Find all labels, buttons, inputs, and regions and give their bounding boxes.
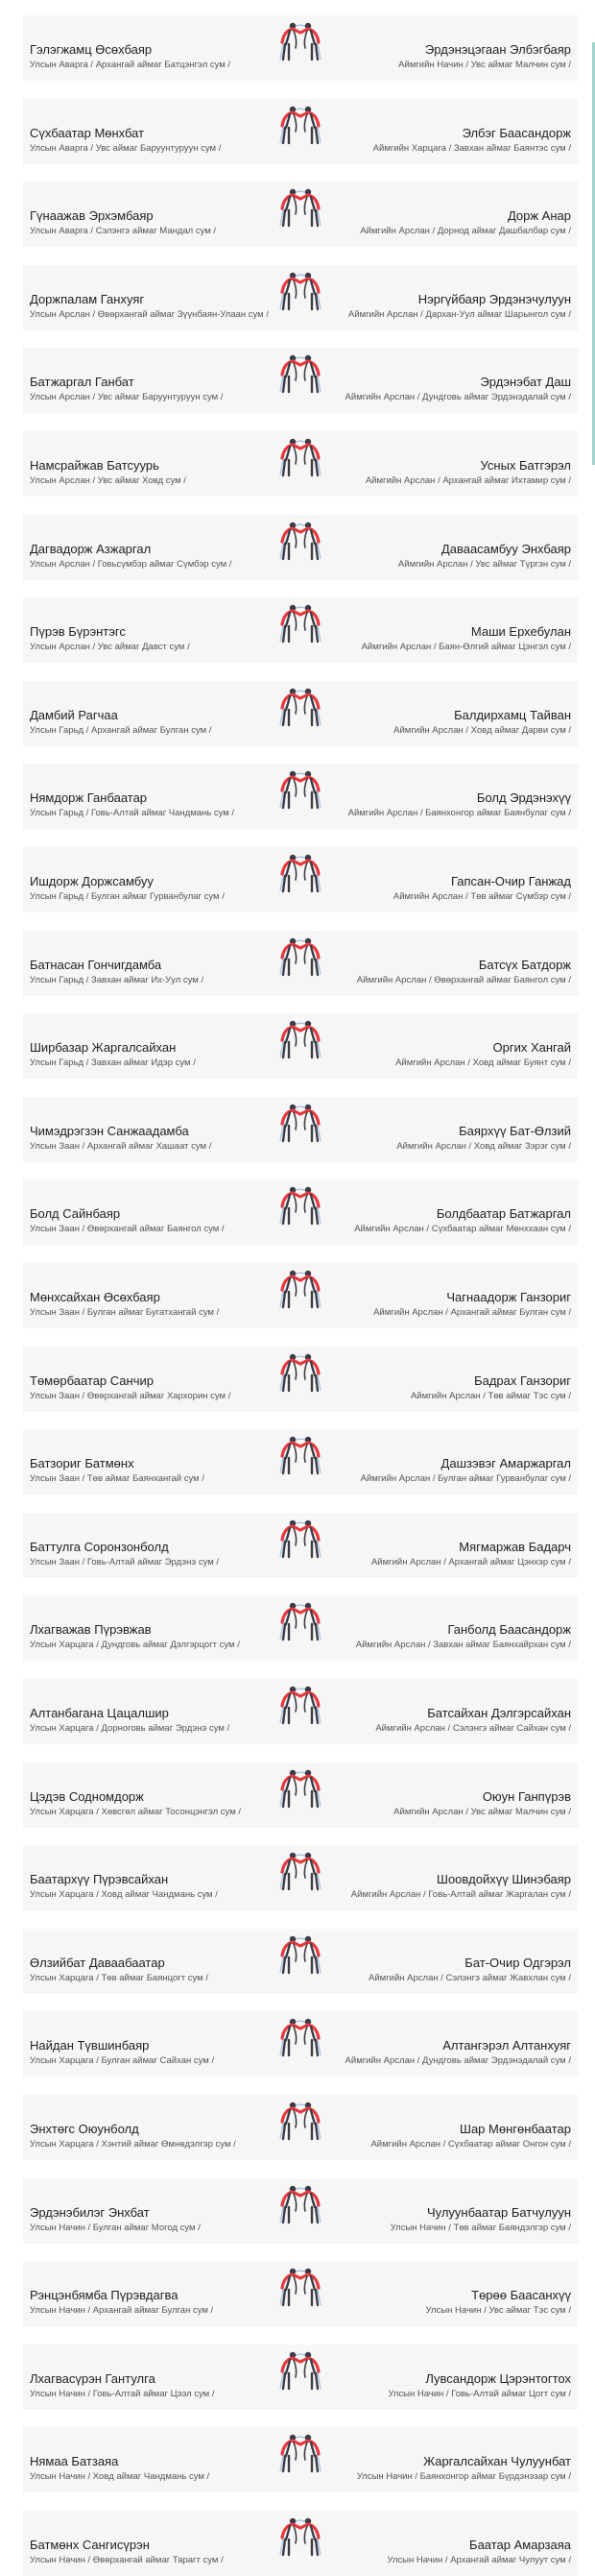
left-wrestler-name: Баттулга Соронзонболд (30, 1539, 169, 1554)
right-wrestler-info: Аймгийн Арслан / Баянхонгор аймаг Баянбулаг сум / (347, 808, 571, 819)
wrestlers-icon (276, 599, 324, 644)
right-wrestler[interactable] (321, 2038, 571, 2067)
right-wrestler-name: Төрөө Баасанхүү (471, 2288, 571, 2303)
left-wrestler[interactable] (30, 1290, 279, 1319)
left-wrestler-info: Улсын Заан / Өвөрхангай аймаг Баянгол сум / (30, 1224, 225, 1235)
left-wrestler-name: Баатархүү Пүрэвсайхан (30, 1872, 169, 1887)
right-wrestler[interactable] (321, 1456, 571, 1485)
wrestlers-icon (276, 1265, 324, 1309)
right-wrestler-name: Элбэг Баасандорж (462, 125, 571, 140)
left-wrestler-name: Рэнцэнбямба Пүрэвдагва (30, 2288, 178, 2303)
right-wrestler-info: Аймгийн Арслан / Сүхбаатар аймаг Онгон сум / (370, 2139, 571, 2150)
left-wrestler-name: Доржпалам Ганхуяг (30, 291, 145, 306)
left-wrestler[interactable] (30, 958, 279, 986)
right-wrestler[interactable] (321, 1956, 571, 1984)
left-wrestler-info: Улсын Начин / Архангай аймаг Булган сум / (30, 2305, 214, 2317)
left-wrestler[interactable] (30, 2122, 279, 2151)
match-row-23[interactable] (23, 1845, 578, 1910)
left-wrestler-info: Улсын Харцага / Дундговь аймаг Дэлгэрцогт сум / (30, 1640, 240, 1651)
left-wrestler-info: Улсын Начин / Өвөрхангай аймаг Тарагт сум / (30, 2555, 224, 2565)
left-wrestler[interactable] (30, 375, 279, 403)
left-wrestler[interactable] (30, 1124, 279, 1153)
left-wrestler-info: Улсын Начин / Говь-Алтай аймаг Цээл сум / (30, 2388, 215, 2399)
left-wrestler-info: Улсын Гарьд / Завхан аймаг Идэр сум / (30, 1057, 196, 1069)
left-wrestler[interactable] (30, 790, 279, 819)
right-wrestler-info: Улсын Начин / Говь-Алтай аймаг Цогт сум / (388, 2388, 571, 2399)
wrestlers-icon (276, 1515, 324, 1559)
wrestlers-icon (276, 350, 324, 394)
match-row-19[interactable] (23, 1513, 578, 1578)
left-wrestler-name: Лхагвасүрэн Гантулга (30, 2370, 155, 2386)
wrestlers-icon (276, 1015, 324, 1059)
match-row-10[interactable] (23, 764, 578, 829)
wrestlers-icon (276, 1764, 324, 1809)
wrestlers-icon (276, 1597, 324, 1641)
match-row-29[interactable] (23, 2345, 578, 2410)
right-wrestler-name: Балдирхамц Тайван (454, 707, 571, 722)
right-wrestler-info: Аймгийн Арслан / Төв аймаг Сүмбэр сум / (393, 891, 571, 902)
right-wrestler-info: Улсын Начин / Увс аймаг Тэс сум / (425, 2305, 571, 2317)
match-row-3[interactable] (23, 182, 578, 247)
right-wrestler-info: Аймгийн Арслан / Сэлэнгэ аймаг Сайхан сум / (375, 1723, 571, 1734)
wrestlers-icon (276, 766, 324, 810)
left-wrestler-info: Улсын Арслан / Увс аймаг Баруунтуруун сум / (30, 392, 224, 403)
left-wrestler[interactable] (30, 2454, 279, 2483)
left-wrestler-info: Улсын Арслан / Өвөрхангай аймаг Зүүнбаян-Улаан сум / (30, 308, 269, 320)
wrestlers-icon (276, 183, 324, 228)
wrestlers-icon (276, 2180, 324, 2224)
right-wrestler[interactable] (321, 1622, 571, 1651)
right-wrestler-name: Оюун Ганпүрэв (482, 1788, 571, 1804)
right-wrestler[interactable] (321, 790, 571, 819)
right-wrestler-name: Гапсан-Очир Ганжад (450, 874, 571, 888)
right-wrestler-info: Аймгийн Арслан / Өвөрхангай аймаг Баянгол сум / (356, 974, 571, 985)
right-wrestler-info: Улсын Начин / Баянхонгор аймаг Бүрдэнэзар сум / (356, 2471, 571, 2483)
match-row-24[interactable] (23, 1929, 578, 1994)
right-wrestler-name: Эрдэнэцэгаан Элбэгбаяр (424, 42, 571, 57)
left-wrestler-info: Улсын Гарьд / Архангай аймаг Булган сум / (30, 724, 212, 736)
left-wrestler-name: Өлзийбат Даваабаатар (30, 1955, 165, 1970)
wrestlers-icon (276, 1681, 324, 1725)
right-wrestler-info: Аймгийн Арслан / Дархан-Уул аймаг Шарынгол сум / (347, 308, 571, 320)
left-wrestler[interactable] (30, 126, 279, 155)
right-wrestler-name: Шоовдойхүү Шинэбаяр (437, 1872, 571, 1887)
left-wrestler[interactable] (30, 208, 279, 237)
wrestlers-icon (276, 1931, 324, 1975)
wrestlers-icon (276, 1431, 324, 1475)
right-wrestler[interactable] (321, 708, 571, 737)
left-wrestler[interactable] (30, 1456, 279, 1485)
left-wrestler-name: Цэдэв Содномдорж (30, 1788, 144, 1804)
right-wrestler-info: Аймгийн Арслан / Архангай аймаг Цэнхэр сум / (370, 1556, 571, 1567)
wrestlers-icon (276, 433, 324, 477)
right-wrestler[interactable] (321, 1124, 571, 1153)
left-wrestler[interactable] (30, 292, 279, 321)
left-wrestler[interactable] (30, 624, 279, 653)
right-wrestler-info: Аймгийн Арслан / Увс аймаг Түргэн сум / (397, 558, 571, 570)
match-row-9[interactable] (23, 681, 578, 746)
left-wrestler-name: Энхтөгс Оюунболд (30, 2122, 139, 2136)
right-wrestler-info: Улсын Начин / Төв аймаг Баяндэлгэр сум / (390, 2222, 571, 2233)
right-wrestler-name: Маши Ерхебулан (470, 624, 571, 640)
left-wrestler-info: Улсын Арслан / Увс аймаг Ховд сум / (30, 475, 186, 486)
right-wrestler-name: Ганболд Баасандорж (447, 1622, 571, 1638)
right-wrestler-name: Усных Батгэрэл (480, 458, 571, 473)
right-wrestler-info: Аймгийн Арслан / Дундговь аймаг Эрдэнэдалай сум / (345, 2055, 571, 2067)
right-wrestler[interactable] (321, 958, 571, 986)
right-wrestler-info: Аймгийн Арслан / Ховд аймаг Зэрэг сум / (396, 1140, 571, 1152)
wrestlers-icon (276, 2013, 324, 2057)
match-row-6[interactable] (23, 431, 578, 497)
right-wrestler-info: Аймгийн Арслан / Архангай аймаг Ихтамир сум / (365, 475, 571, 486)
wrestlers-icon (276, 1349, 324, 1393)
match-row-5[interactable] (23, 348, 578, 413)
right-wrestler[interactable] (321, 458, 571, 487)
wrestlers-icon (276, 1099, 324, 1143)
right-wrestler-name: Лувсандорж Цэрэнтогтох (425, 2370, 571, 2386)
left-wrestler-info: Улсын Аварга / Увс аймаг Баруунтуруун сум / (30, 142, 222, 154)
right-wrestler-info: Аймгийн Арслан / Ховд аймаг Буянт сум / (395, 1057, 571, 1069)
right-wrestler[interactable] (321, 1706, 571, 1735)
right-wrestler-info: Аймгийн Харцага / Завхан аймаг Баянтэс сум / (372, 142, 571, 154)
right-wrestler-info: Аймгийн Арслан / Төв аймаг Тэс сум / (410, 1390, 571, 1401)
match-row-8[interactable] (23, 597, 578, 663)
right-wrestler-name: Батсүх Батдорж (478, 957, 571, 972)
right-wrestler[interactable] (321, 208, 571, 237)
left-wrestler-name: Намсрайжав Батсуурь (30, 458, 159, 473)
right-wrestler-info: Аймгийн Арслан / Сэлэнгэ аймаг Жавхлан сум / (369, 1972, 571, 1983)
left-wrestler-name: Ширбазар Жаргалсайхан (30, 1040, 177, 1056)
right-wrestler[interactable] (321, 1373, 571, 1402)
right-wrestler-name: Эрдэнэбат Даш (480, 375, 571, 390)
wrestlers-icon (276, 2429, 324, 2473)
right-wrestler-info: Аймгийн Арслан / Архангай аймаг Булган сум / (373, 1307, 571, 1318)
match-row-1[interactable] (23, 15, 578, 81)
right-wrestler-name: Батсайхан Дэлгэрсайхан (427, 1706, 571, 1720)
left-wrestler-info: Улсын Харцага / Хэнтий аймаг Өмнөдэлгэр сум / (30, 2139, 236, 2150)
left-wrestler-name: Сүхбаатар Мөнхбат (30, 125, 145, 140)
left-wrestler-info: Улсын Заан / Говь-Алтай аймаг Эрдэнэ сум / (30, 1556, 220, 1567)
left-wrestler-name: Гэлэгжамц Өсөхбаяр (30, 42, 153, 57)
right-wrestler[interactable] (321, 2288, 571, 2317)
left-wrestler-name: Мөнхсайхан Өсөхбаяр (30, 1290, 160, 1304)
right-wrestler[interactable] (321, 874, 571, 903)
left-wrestler-name: Чимэдрэгзэн Санжаадамба (30, 1123, 189, 1138)
left-wrestler[interactable] (30, 458, 279, 487)
left-wrestler-name: Эрдэнэбилэг Энхбат (30, 2204, 150, 2220)
left-wrestler-name: Алтанбагана Цацалшир (30, 1706, 169, 1720)
right-wrestler[interactable] (321, 2538, 571, 2566)
left-wrestler-name: Батнасан Гончигдамба (30, 957, 162, 972)
left-wrestler[interactable] (30, 2288, 279, 2317)
right-wrestler[interactable] (321, 2122, 571, 2151)
match-row-18[interactable] (23, 1429, 578, 1495)
right-wrestler[interactable] (321, 1540, 571, 1568)
left-wrestler[interactable] (30, 1956, 279, 1984)
right-wrestler-name: Бат-Очир Одгэрэл (464, 1955, 571, 1970)
wrestlers-icon (276, 2263, 324, 2307)
left-wrestler-name: Төмөрбаатар Санчир (30, 1373, 154, 1388)
left-wrestler-name: Лхагважав Пүрэвжав (30, 1622, 152, 1638)
right-wrestler[interactable] (321, 2371, 571, 2400)
left-wrestler-name: Батзориг Батмөнх (30, 1456, 134, 1471)
right-wrestler-name: Бадрах Ганзориг (474, 1373, 571, 1388)
match-row-20[interactable] (23, 1595, 578, 1661)
left-wrestler[interactable] (30, 1706, 279, 1735)
match-row-21[interactable] (23, 1679, 578, 1744)
left-wrestler[interactable] (30, 1789, 279, 1818)
right-wrestler-name: Чулуунбаатар Батчулуун (426, 2204, 571, 2220)
left-wrestler[interactable] (30, 708, 279, 737)
left-wrestler-name: Гүнаажав Эрхэмбаяр (30, 208, 154, 224)
right-wrestler[interactable] (321, 1789, 571, 1818)
wrestlers-icon (276, 1181, 324, 1226)
right-wrestler-name: Шар Мөнгөнбаатар (460, 2122, 571, 2136)
left-wrestler-info: Улсын Заан / Өвөрхангай аймаг Хархорин сум / (30, 1390, 231, 1401)
left-wrestler-info: Улсын Харцага / Булган аймаг Сайхан сум / (30, 2055, 215, 2067)
wrestlers-icon (276, 683, 324, 727)
left-wrestler[interactable] (30, 1373, 279, 1402)
left-wrestler-name: Болд Сайнбаяр (30, 1206, 121, 1222)
right-wrestler-name: Мягмаржав Бадарч (459, 1539, 571, 1554)
wrestlers-icon (276, 517, 324, 561)
right-wrestler[interactable] (321, 1206, 571, 1235)
wrestlers-icon (276, 2346, 324, 2391)
left-wrestler-name: Батмөнх Сангисүрэн (30, 2538, 150, 2552)
right-wrestler-info: Аймгийн Арслан / Говь-Алтай аймаг Жаргалан сум / (350, 1889, 571, 1901)
right-wrestler-name: Оргих Хангай (492, 1040, 571, 1056)
left-wrestler-name: Батжаргал Ганбат (30, 375, 134, 390)
left-wrestler-info: Улсын Арслан / Говьсүмбэр аймаг Сүмбэр сум / (30, 558, 232, 570)
right-wrestler[interactable] (321, 1872, 571, 1901)
left-wrestler-info: Улсын Харцага / Төв аймаг Баянцогт сум / (30, 1972, 208, 1983)
right-wrestler-name: Нэргүйбаяр Эрдэнэчулуун (417, 291, 571, 306)
left-wrestler-name: Найдан Түвшинбаяр (30, 2038, 150, 2054)
right-wrestler-info: Аймгийн Начин / Увс аймаг Малчин сум / (398, 60, 571, 70)
left-wrestler-info: Улсын Заан / Булган аймаг Бугатхангай сум / (30, 1307, 220, 1318)
left-wrestler-info: Улсын Гарьд / Завхан аймаг Их-Уул сум / (30, 974, 204, 985)
match-row-22[interactable] (23, 1762, 578, 1828)
left-wrestler-name: Нямдорж Ганбаатар (30, 790, 148, 806)
match-row-30[interactable] (23, 2427, 578, 2492)
match-row-14[interactable] (23, 1097, 578, 1162)
match-row-15[interactable] (23, 1179, 578, 1245)
left-wrestler-info: Улсын Гарьд / Говь-Алтай аймаг Чандмань сум / (30, 808, 235, 819)
match-row-31[interactable] (23, 2511, 578, 2576)
right-wrestler-name: Баатар Амарзаяа (469, 2538, 571, 2552)
match-row-26[interactable] (23, 2095, 578, 2160)
match-row-11[interactable] (23, 847, 578, 912)
right-wrestler[interactable] (321, 126, 571, 155)
left-wrestler-name: Нямаа Батзаяа (30, 2454, 119, 2469)
right-wrestler-name: Болдбаатар Батжаргал (436, 1206, 571, 1222)
left-wrestler[interactable] (30, 1540, 279, 1568)
right-wrestler-name: Дашзэвэг Амаржаргал (440, 1456, 571, 1471)
right-wrestler-name: Чагнаадорж Ганзориг (446, 1290, 571, 1304)
left-wrestler-name: Дагвадорж Азжаргал (30, 541, 152, 556)
left-wrestler-name: Ишдорж Доржсамбуу (30, 874, 154, 888)
right-wrestler[interactable] (321, 1040, 571, 1069)
left-wrestler[interactable] (30, 874, 279, 903)
wrestlers-icon (276, 2513, 324, 2557)
right-wrestler-info: Аймгийн Арслан / Булган аймаг Гурванбулаг сум / (360, 1473, 571, 1485)
wrestlers-icon (276, 267, 324, 311)
left-wrestler[interactable] (30, 2371, 279, 2400)
wrestlers-icon (276, 101, 324, 145)
left-wrestler-info: Улсын Аварга / Сэлэнгэ аймаг Мандал сум / (30, 226, 217, 237)
wrestlers-icon (276, 1847, 324, 1891)
right-wrestler[interactable] (321, 292, 571, 321)
left-wrestler-info: Улсын Харцага / Ховд аймаг Чандмань сум / (30, 1889, 218, 1901)
left-wrestler-info: Улсын Гарьд / Булган аймаг Гурванбулаг сум / (30, 891, 225, 902)
wrestlers-icon (276, 2097, 324, 2141)
right-wrestler-name: Дорж Анар (507, 208, 571, 224)
wrestlers-icon (276, 933, 324, 977)
right-wrestler-info: Аймгийн Арслан / Дундговь аймаг Эрдэнэдалай сум / (345, 392, 571, 403)
right-wrestler[interactable] (321, 1290, 571, 1319)
match-row-17[interactable] (23, 1347, 578, 1412)
left-wrestler[interactable] (30, 42, 279, 71)
left-wrestler-info: Улсын Заан / Архангай аймаг Хашаат сум / (30, 1140, 212, 1152)
right-wrestler-info: Аймгийн Арслан / Ховд аймаг Дарви сум / (393, 724, 571, 736)
left-wrestler-info: Улсын Начин / Булган аймаг Могод сум / (30, 2222, 201, 2233)
right-wrestler-name: Алтангэрэл Алтанхуяг (442, 2038, 571, 2054)
left-wrestler-name: Пүрэв Бүрэнтэгс (30, 624, 126, 640)
left-wrestler[interactable] (30, 1040, 279, 1069)
match-row-13[interactable] (23, 1013, 578, 1079)
match-row-28[interactable] (23, 2261, 578, 2326)
left-wrestler[interactable] (30, 2038, 279, 2067)
right-wrestler[interactable] (321, 2454, 571, 2483)
right-wrestler-info: Аймгийн Арслан / Сүхбаатар аймаг Мөнххаан сум / (354, 1224, 571, 1235)
left-wrestler-name: Дамбий Рагчаа (30, 707, 118, 722)
left-wrestler-info: Улсын Харцага / Дорноговь аймаг Эрдэнэ сум / (30, 1723, 230, 1734)
left-wrestler-info: Улсын Харцага / Хөвсгөл аймаг Тосонцэнгэл сум / (30, 1806, 241, 1817)
right-wrestler[interactable] (321, 2205, 571, 2234)
match-row-16[interactable] (23, 1263, 578, 1328)
left-wrestler-info: Улсын Начин / Ховд аймаг Чандмань сум / (30, 2471, 210, 2483)
right-wrestler-info: Аймгийн Арслан / Баян-Өлгий аймаг Цэнгэл сум / (361, 642, 571, 653)
left-wrestler[interactable] (30, 542, 279, 571)
right-wrestler-info: Аймгийн Арслан / Дорнод аймаг Дашбалбар сум / (360, 226, 571, 237)
match-row-7[interactable] (23, 515, 578, 580)
right-wrestler[interactable] (321, 542, 571, 571)
left-wrestler[interactable] (30, 1872, 279, 1901)
right-wrestler[interactable] (321, 42, 571, 71)
right-wrestler[interactable] (321, 375, 571, 403)
left-wrestler[interactable] (30, 1206, 279, 1235)
left-wrestler-info: Улсын Заан / Төв аймаг Баянхангай сум / (30, 1473, 204, 1485)
right-wrestler-info: Улсын Начин / Архангай аймаг Чулуут сум / (387, 2555, 571, 2565)
right-wrestler-name: Даваасамбуу Энхбаяр (440, 541, 571, 556)
right-wrestler-name: Жаргалсайхан Чулуунбат (423, 2454, 571, 2469)
match-row-4[interactable] (23, 265, 578, 330)
right-wrestler-name: Баярхүү Бат-Өлзий (459, 1123, 571, 1138)
wrestlers-icon (276, 17, 324, 61)
right-wrestler-info: Аймгийн Арслан / Увс аймаг Малчин сум / (393, 1806, 571, 1817)
left-wrestler-info: Улсын Арслан / Увс аймаг Давст сум / (30, 642, 190, 653)
match-row-2[interactable] (23, 99, 578, 164)
left-wrestler-info: Улсын Аварга / Архангай аймаг Батцэнгэл сум / (30, 60, 231, 70)
match-row-12[interactable] (23, 931, 578, 996)
right-wrestler-info: Аймгийн Арслан / Завхан аймаг Баянхайрхан сум / (355, 1640, 571, 1651)
right-wrestler[interactable] (321, 624, 571, 653)
left-wrestler[interactable] (30, 1622, 279, 1651)
left-wrestler[interactable] (30, 2538, 279, 2566)
right-wrestler-name: Болд Эрдэнэхүү (476, 790, 571, 806)
wrestlers-icon (276, 849, 324, 893)
match-row-25[interactable] (23, 2011, 578, 2077)
match-row-27[interactable] (23, 2178, 578, 2244)
left-wrestler[interactable] (30, 2205, 279, 2234)
